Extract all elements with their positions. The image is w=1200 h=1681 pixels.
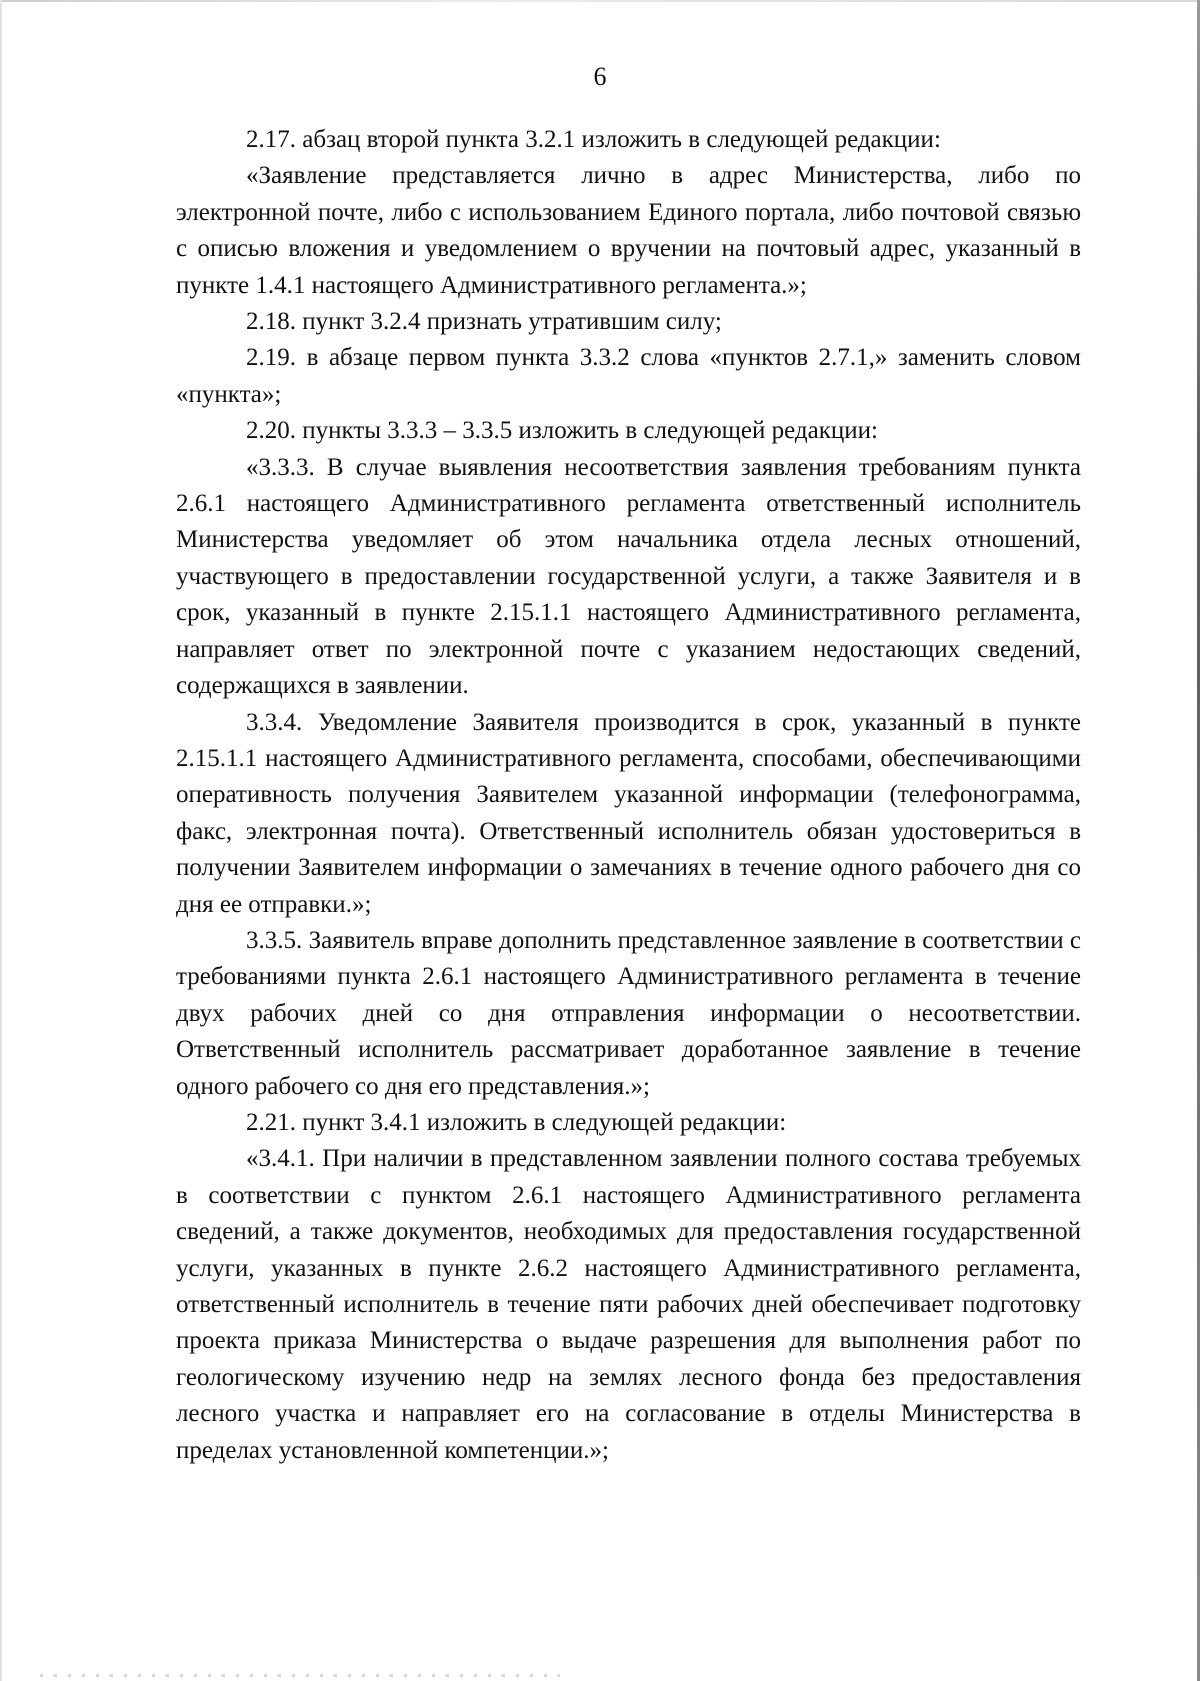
document-body (176, 122, 1081, 1469)
paragraph-2-20: 2.20. пункты 3.3.3 – 3.3.5 изложить в следующей редакции: (246, 417, 878, 445)
paragraph-3-4-1: «3.4.1. При наличии в представленном заявлении полного состава требуемых в соответствии с пунктом 2.6.1 настоящего Административного регламента сведений, а также документов, необходимых для предоставления государственной услуги, указанных в пункте 2.6.2 настоящего Административного регламента, ответственный исполнитель в течение пяти рабочих дней обеспечивает подготовку проекта приказа Министерства о выдаче разрешения для выполнения работ по геологическому изучению недр на землях лесного фонда без предоставления лесного участка и направляет его на согласование в отделы Министерства в пределах установленной компетенции.»; (176, 1145, 1081, 1464)
scan-edge-top (0, 0, 1200, 2)
paragraph-3-2-1-text: «Заявление представляется лично в адрес Министерства, либо по электронной почте, либо с использованием Единого портала, либо почтовой связью с описью вложения и уведомлением о вручении на почтовый адрес, указанный в пункте 1.4.1 настоящего Административного регламента.»; (176, 162, 1081, 299)
paragraph-3-3-4: 3.3.4. Уведомление Заявителя производится в срок, указанный в пункте 2.15.1.1 настоящего Административного регламента, способами, обеспечивающими оперативность получения Заявителем указанной информации (телефонограмма, факс, электронная почта). Ответственный исполнитель обязан удостовериться в получении Заявителем информации о замечаниях в течение одного рабочего дня со дня ее отправки.»; (176, 708, 1081, 918)
scan-artifact (40, 1674, 560, 1677)
paragraph-2-18: 2.18. пункт 3.2.4 признать утратившим силу; (246, 308, 722, 336)
paragraph-3-3-3: «3.3.3. В случае выявления несоответствия заявления требованиям пункта 2.6.1 настоящего Административного регламента ответственный исполнитель Министерства уведомляет об этом начальника отдела лесных отношений, участвующего в предоставлении государственной услуги, а также Заявителя и в срок, указанный в пункте 2.15.1.1 настоящего Административного регламента, направляет ответ по электронной почте с указанием недостающих сведений, содержащихся в заявлении. (176, 453, 1081, 700)
paragraph-2-17: 2.17. абзац второй пункта 3.2.1 изложить в следующей редакции: (246, 126, 941, 153)
paragraph-2-19: 2.19. в абзаце первом пункта 3.3.2 слова «пунктов 2.7.1,» заменить словом «пункта»; (176, 344, 1081, 408)
paragraph-2-21: 2.21. пункт 3.4.1 изложить в следующей редакции: (246, 1108, 787, 1136)
paragraph-3-3-5: 3.3.5. Заявитель вправе дополнить представленное заявление в соответствии с требованиями пункта 2.6.1 настоящего Административного регламента в течение двух рабочих дней со дня отправления информации о несоответствии. Ответственный исполнитель рассматривает доработанное заявление в течение одного рабочего со дня его представления.»; (176, 926, 1081, 1100)
scan-edge-left (0, 0, 2, 1681)
page-number: 6 (593, 62, 607, 91)
